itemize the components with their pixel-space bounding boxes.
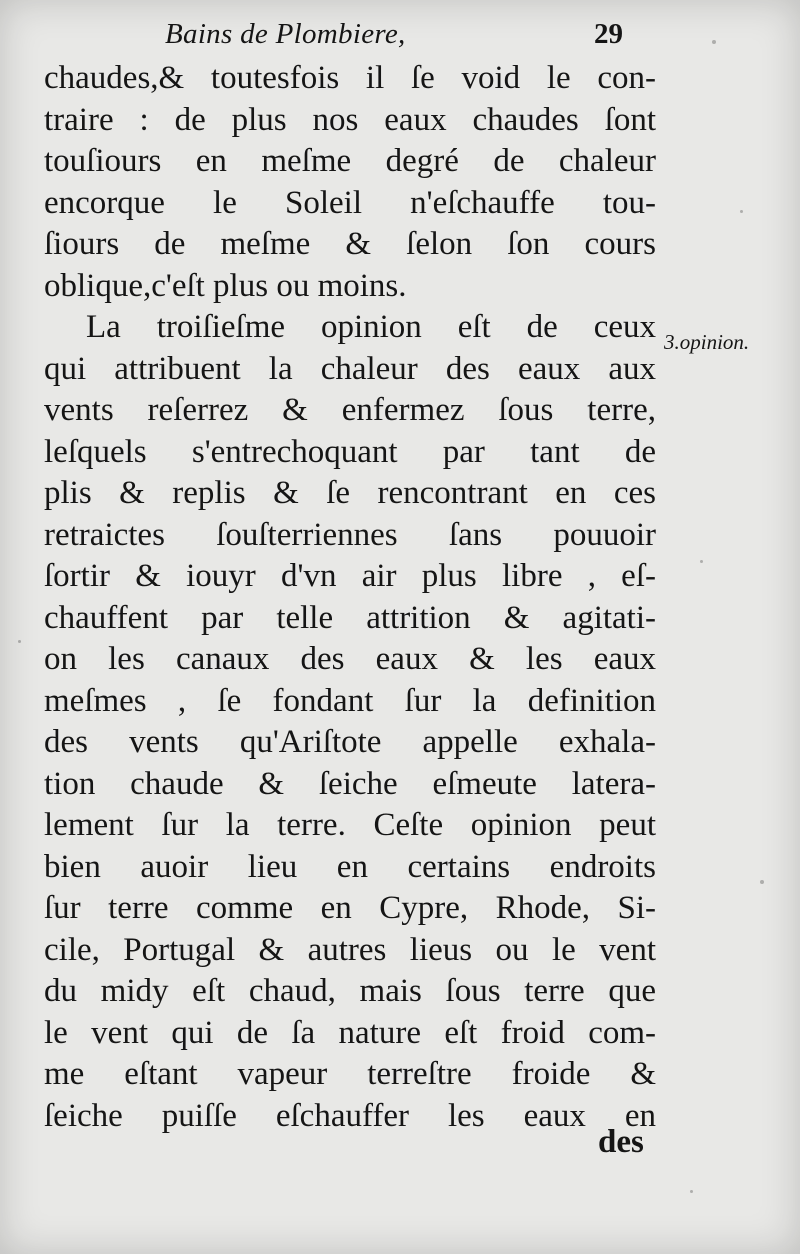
text-line: ſur terre comme en Cypre, Rhode, Si-	[44, 890, 656, 926]
page-number: 29	[594, 18, 623, 50]
text-line: vents reſerrez & enfermez ſous terre,	[44, 392, 656, 428]
text-line: lement ſur la terre. Ceſte opinion peut	[44, 807, 656, 843]
text-line: chaudes,& toutesfois il ſe void le con-	[44, 60, 656, 96]
paper-speck	[18, 640, 21, 643]
text-line: ſiours de meſme & ſelon ſon cours	[44, 226, 656, 262]
text-line: touſiours en meſme degré de chaleur	[44, 143, 656, 179]
text-line: qui attribuent la chaleur des eaux aux	[44, 350, 656, 387]
paper-speck	[700, 560, 703, 563]
running-title: Bains de Plombiere,	[165, 18, 406, 50]
body-text	[44, 58, 656, 1137]
paper-speck	[712, 40, 716, 44]
catchword: des	[598, 1124, 644, 1160]
paper-speck	[760, 880, 764, 884]
text-line: meſmes , ſe fondant ſur la definition	[44, 682, 656, 719]
text-line: ſortir & iouyr d'vn air plus libre , eſ-	[44, 558, 656, 594]
marginal-note: 3.opinion.	[664, 330, 750, 354]
paper-speck	[690, 1190, 693, 1193]
paper-speck	[740, 210, 743, 213]
text-line: le vent qui de ſa nature eſt froid com-	[44, 1014, 656, 1051]
text-line: encorque le Soleil n'eſchauffe tou-	[44, 184, 656, 221]
text-line: me eſtant vapeur terreſtre froide &	[44, 1056, 656, 1092]
text-line: plis & replis & ſe rencontrant en ces	[44, 475, 656, 511]
text-line: oblique,c'eſt plus ou moins.	[44, 267, 407, 304]
text-line: bien auoir lieu en certains endroits	[44, 848, 656, 885]
text-line: tion chaude & ſeiche eſmeute latera-	[44, 765, 656, 802]
text-line: du midy eſt chaud, mais ſous terre que	[44, 973, 656, 1009]
text-line: La troiſieſme opinion eſt de ceux	[86, 309, 656, 345]
text-line: cile, Portugal & autres lieus ou le vent	[44, 931, 656, 968]
text-line: ſeiche puiſſe eſchauffer les eaux en	[44, 1097, 656, 1134]
text-line: des vents qu'Ariſtote appelle exhala-	[44, 724, 656, 760]
text-line: chauffent par telle attrition & agitati-	[44, 599, 656, 636]
text-line: leſquels s'entrechoquant par tant de	[44, 433, 656, 470]
text-line: retraictes ſouſterriennes ſans pouuoir	[44, 516, 656, 553]
text-line: on les canaux des eaux & les eaux	[44, 641, 656, 677]
text-line: traire : de plus nos eaux chaudes ſont	[44, 101, 656, 138]
